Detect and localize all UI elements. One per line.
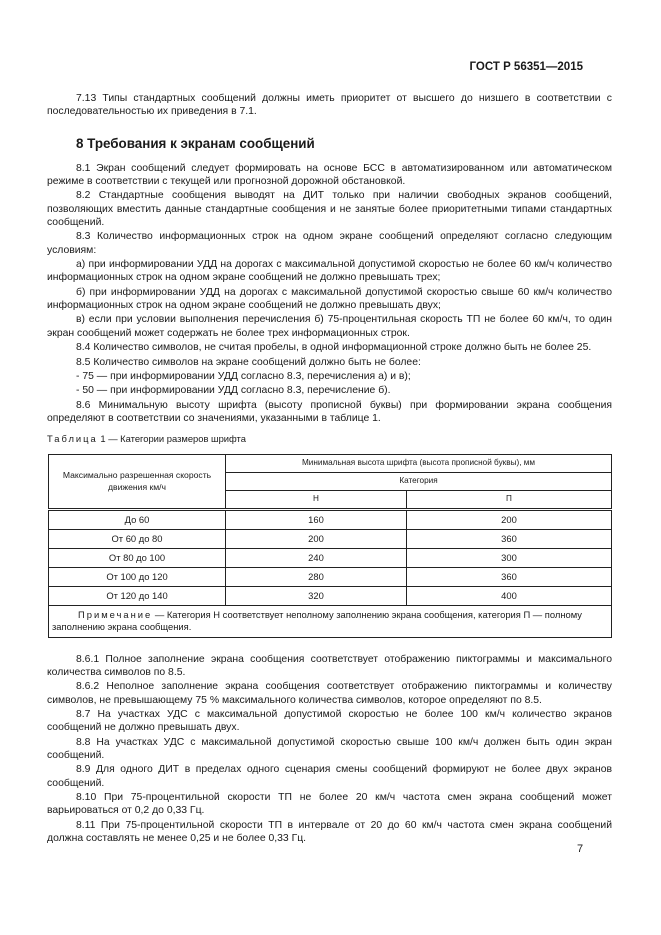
cell-p: 200 xyxy=(407,509,612,529)
paragraph-8-6-2: 8.6.2 Неполное заполнение экрана сообщения соответствует отображению пиктограммы и количеству символов, не превышающему 75 % максимального количества символов, которое определяют по 8.5. xyxy=(47,681,612,706)
paragraph-8-9: 8.9 Для одного ДИТ в пределах одного сценария смены сообщений формируют не более двух экранов сообщений. xyxy=(47,764,612,789)
page-content xyxy=(47,92,612,846)
cell-n: 160 xyxy=(226,509,407,529)
paragraph-8-3: 8.3 Количество информационных строк на одном экране сообщений определяют согласно следующим условиям: xyxy=(47,231,612,256)
list-item-v: в) если при условии выполнения перечисления б) 75-процентильная скорость ТП не более 60 км/ч, то один экран сообщений может содержать не более трех информационных строк. xyxy=(47,314,612,339)
note-text: — Категория Н соответствует неполному заполнению экрана сообщения, категория П — полному заполнению экрана сообщения. xyxy=(52,608,582,633)
header-speed: Максимально разрешенная скорость движения км/ч xyxy=(49,454,226,509)
paragraph-8-6: 8.6 Минимальную высоту шрифта (высоту прописной буквы) при формировании экрана сообщения определяют в соответствии со значениями, указанными в таблице 1. xyxy=(47,399,612,424)
list-item-b: б) при информировании УДД на дорогах с максимальной допустимой скоростью свыше 60 км/ч количество информационных строк на одном экране сообщений не должно превышать двух; xyxy=(47,286,612,312)
table-row xyxy=(49,509,612,529)
paragraph-8-6-1: 8.6.1 Полное заполнение экрана сообщения соответствует отображению пиктограммы и максимального количества символов по 8.5. xyxy=(47,653,612,678)
table-row xyxy=(49,529,612,548)
paragraph-8-8: 8.8 На участках УДС с максимальной допустимой скоростью свыше 100 км/ч должен быть один экран сообщений. xyxy=(47,736,612,761)
table-row xyxy=(49,586,612,605)
table-caption xyxy=(47,432,612,445)
cell-n: 280 xyxy=(226,567,407,586)
cell-speed: От 60 до 80 xyxy=(49,529,226,548)
header-category: Категория xyxy=(226,472,612,490)
cell-speed: До 60 xyxy=(49,509,226,529)
document-code: ГОСТ Р 56351—2015 xyxy=(469,61,583,73)
cell-n: 200 xyxy=(226,529,407,548)
paragraph-8-2: 8.2 Стандартные сообщения выводят на ДИТ только при наличии свободных экранов сообщений, позволяющих вместить данные стандартные сообщения и не занятые более приоритетными типами стандартных сообщений. xyxy=(47,190,612,229)
table-row xyxy=(49,548,612,567)
table-caption-text: 1 — Категории размеров шрифта xyxy=(97,433,246,445)
paragraph-8-11: 8.11 При 75-процентильной скорости ТП в интервале от 20 до 60 км/ч частота смен экрана сообщений должна составлять не менее 0,25 и не более 0,33 Гц. xyxy=(47,819,612,845)
cell-speed: От 100 до 120 xyxy=(49,567,226,586)
list-item-75: - 75 — при информировании УДД согласно 8.3, перечисления а) и в); xyxy=(76,370,411,382)
post-table-section xyxy=(47,653,612,846)
page-number: 7 xyxy=(577,843,584,855)
cell-p: 360 xyxy=(407,567,612,586)
list-item-50: - 50 — при информировании УДД согласно 8.3, перечисление б). xyxy=(76,385,391,397)
cell-n: 240 xyxy=(226,548,407,567)
header-font-height: Минимальная высота шрифта (высота прописной буквы), мм xyxy=(226,454,612,472)
paragraph-8-10: 8.10 При 75-процентильной скорости ТП не более 20 км/ч частота смен экрана сообщений может варьироваться от 0,2 до 0,33 Гц. xyxy=(47,792,612,817)
cell-p: 400 xyxy=(407,586,612,605)
paragraph-8-4: 8.4 Количество символов, не считая пробелы, в одной информационной строке должно быть не более 25. xyxy=(76,342,592,354)
table-row xyxy=(49,567,612,586)
paragraph-8-7: 8.7 На участках УДС с максимальной допустимой скоростью не более 100 км/ч количество экранов сообщений не должно превышать двух. xyxy=(47,708,612,734)
cell-p: 300 xyxy=(407,548,612,567)
header-category-n: Н xyxy=(226,490,407,509)
note-label: Примечание xyxy=(78,608,153,620)
table-note xyxy=(49,605,612,637)
cell-speed: От 80 до 100 xyxy=(49,548,226,567)
font-size-table xyxy=(48,454,612,638)
cell-n: 320 xyxy=(226,586,407,605)
list-item-a: а) при информировании УДД на дорогах с максимальной допустимой скоростью не более 60 км/ч количество информационных строк на одном экране сообщений не должно превышать трех; xyxy=(47,259,612,284)
table-caption-label: Таблица xyxy=(47,433,98,445)
section-heading: 8 Требования к экранам сообщений xyxy=(76,135,315,151)
paragraph-7-13: 7.13 Типы стандартных сообщений должны иметь приоритет от высшего до низшего в соответствии с последовательностью их приведения в 7.1. xyxy=(47,93,612,118)
paragraph-8-1: 8.1 Экран сообщений следует формировать на основе БСС в автоматизированном или автоматическом режиме в соответствии с текущей или прогнозной дорожной обстановкой. xyxy=(47,162,612,188)
paragraph-8-5: 8.5 Количество символов на экране сообщений должно быть не более: xyxy=(76,356,421,368)
header-category-p: П xyxy=(407,490,612,509)
cell-p: 360 xyxy=(407,529,612,548)
cell-speed: От 120 до 140 xyxy=(49,586,226,605)
